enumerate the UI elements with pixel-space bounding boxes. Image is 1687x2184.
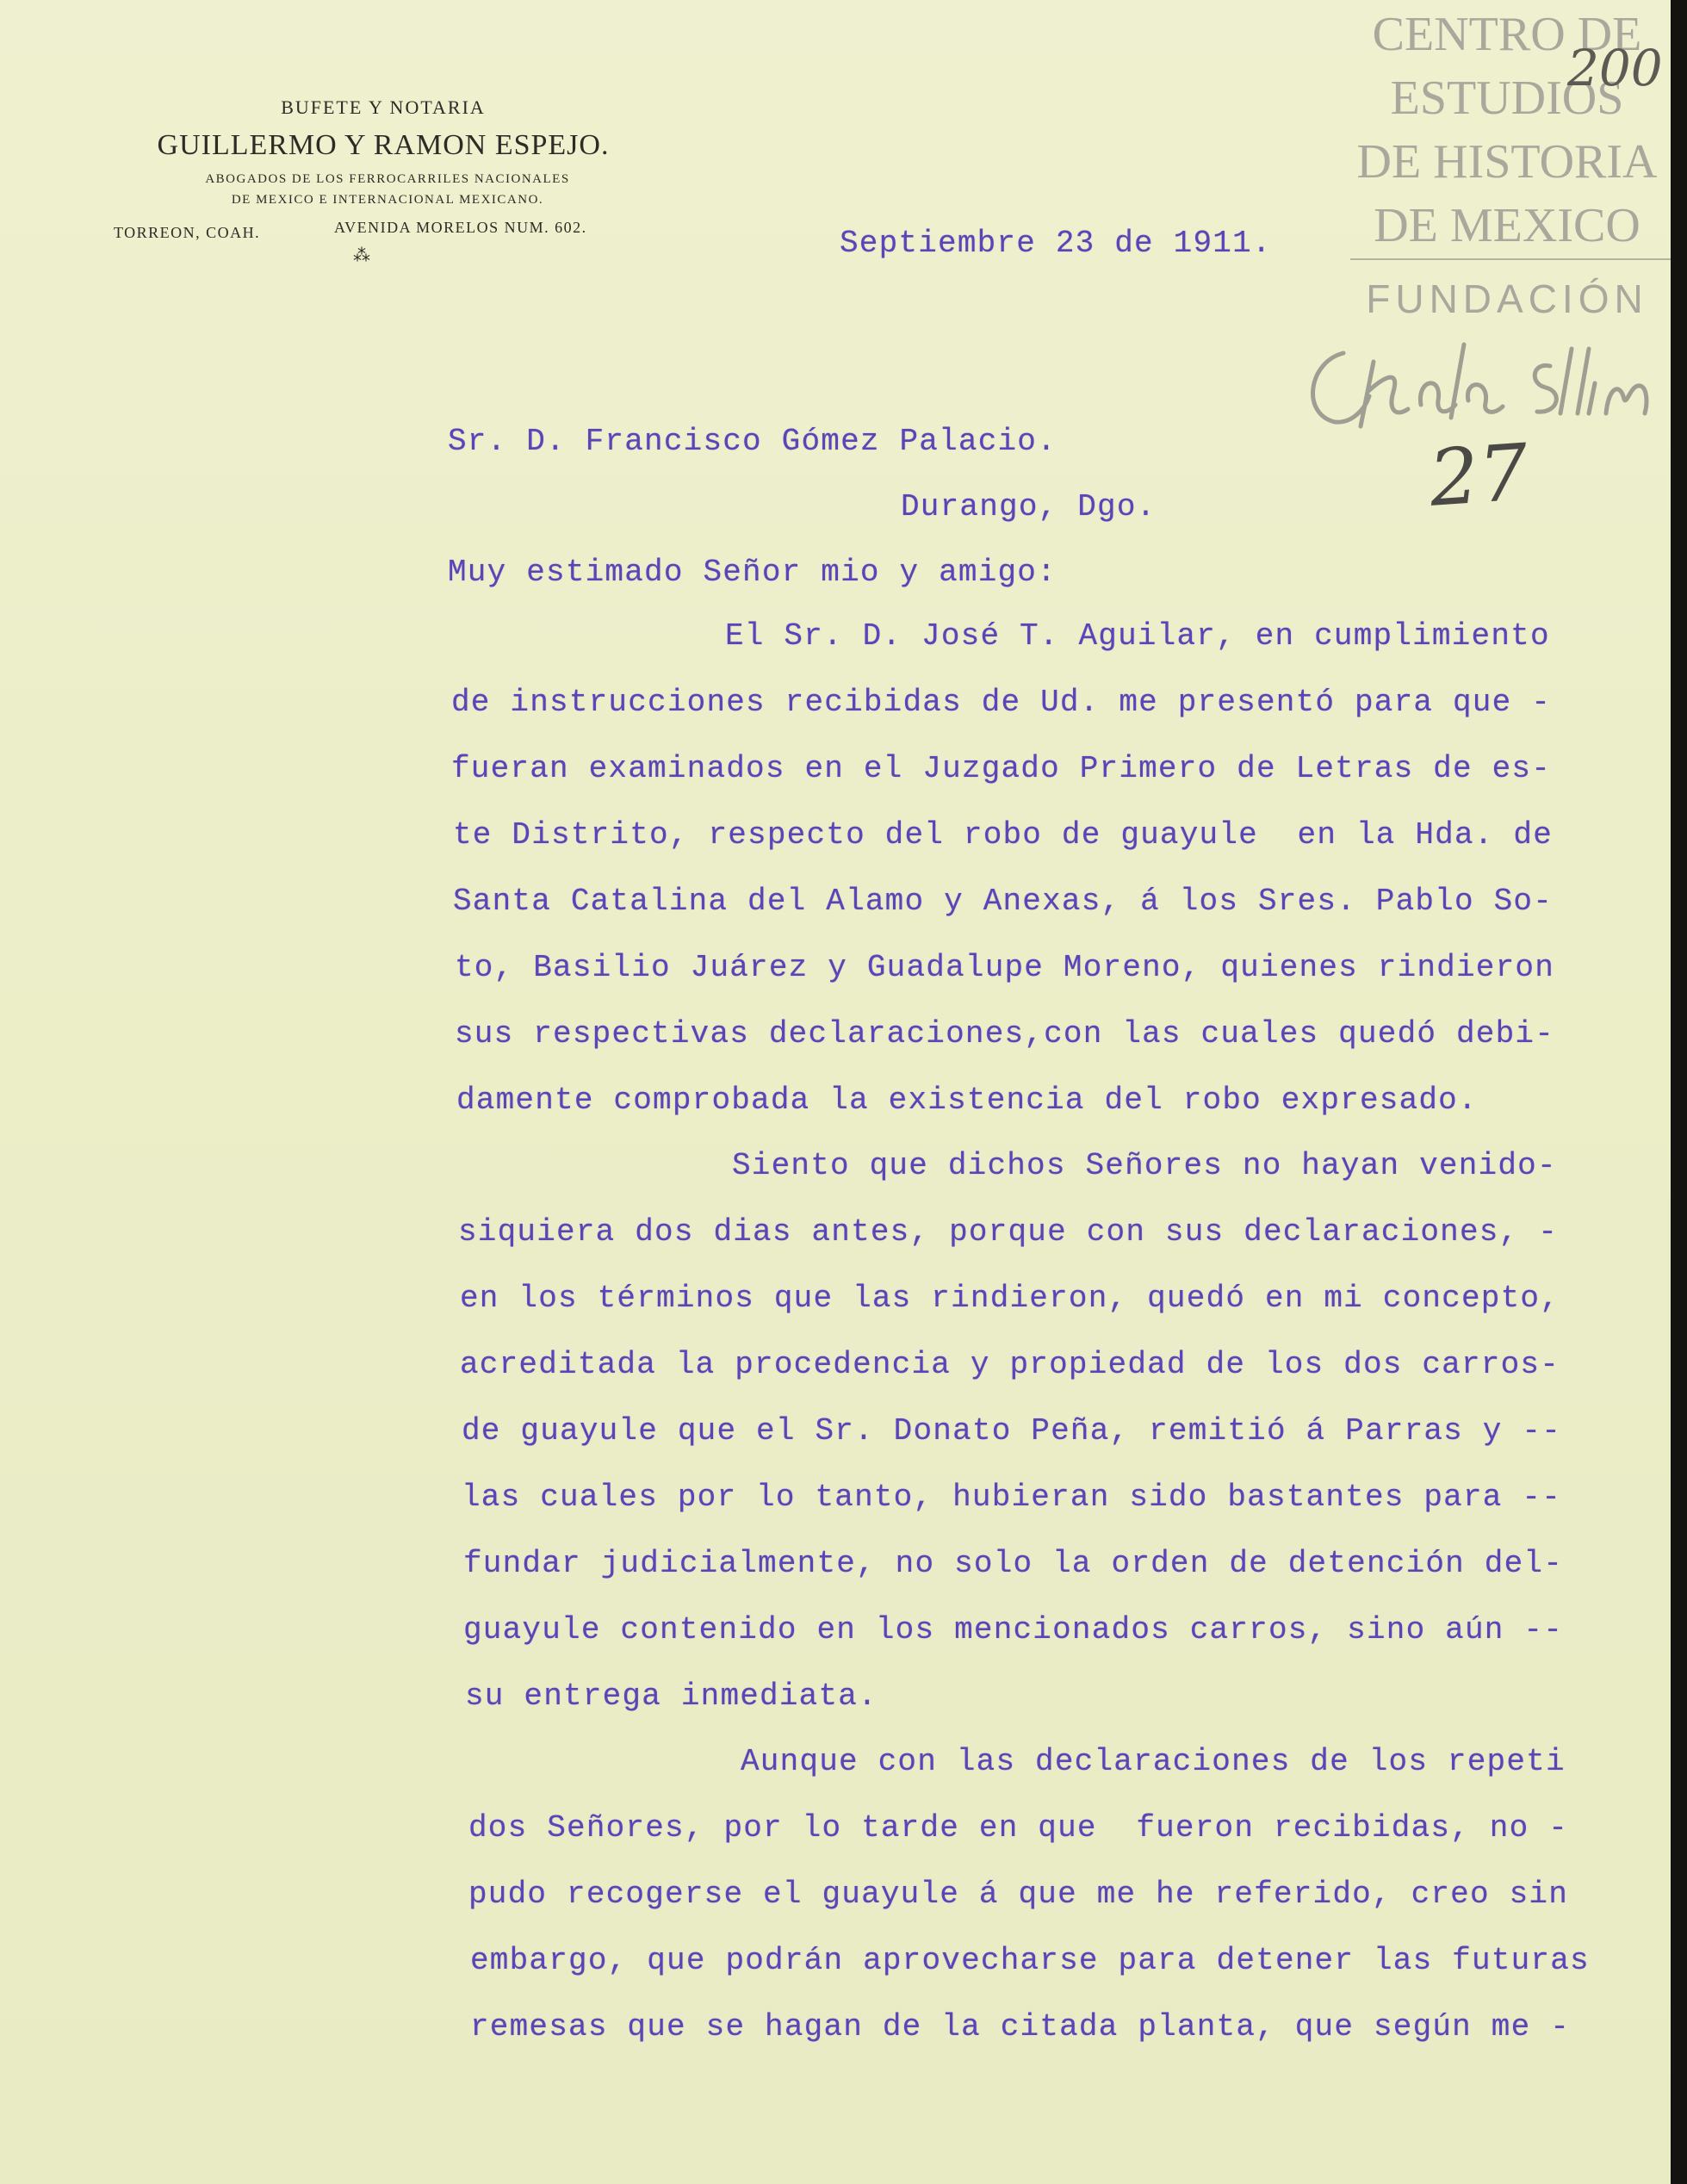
letterhead-office: BUFETE Y NOTARIA [281, 96, 486, 118]
letter-line: de guayule que el Sr. Donato Peña, remitió á Parras y -- [462, 1413, 1561, 1449]
pencil-folio-number: 27 [1426, 427, 1532, 524]
letter-line: de instrucciones recibidas de Ud. me presentó para que - [451, 685, 1551, 720]
letter-recipient-city: Durango, Dgo. [901, 489, 1157, 524]
letterhead-subtitle-1: ABOGADOS DE LOS FERROCARRILES NACIONALES [205, 172, 570, 186]
letter-line: te Distrito, respecto del robo de guayule en la Hda. de [453, 817, 1553, 853]
archive-stamp-foundation: FUNDACIÓN [1366, 276, 1648, 321]
letter-line: fueran examinados en el Juzgado Primero de Letras de es- [451, 751, 1551, 786]
archive-stamp-line: ESTUDIOS [1390, 71, 1624, 125]
letter-line: damente comprobada la existencia del robo expresado. [456, 1083, 1478, 1118]
letter-line: en los términos que las rindieron, quedó en mi concepto, [460, 1281, 1560, 1316]
letter-line: las cuales por lo tanto, hubieran sido bastantes para -- [462, 1480, 1561, 1515]
letter-line: fundar judicialmente, no solo la orden de detención del- [463, 1546, 1563, 1581]
scan-border [1671, 0, 1687, 2184]
letterhead-address: AVENIDA MORELOS NUM. 602. [334, 219, 587, 236]
letter-recipient: Sr. D. Francisco Gómez Palacio. [448, 424, 1057, 459]
archive-stamp-line: CENTRO DE [1372, 8, 1642, 61]
pencil-page-number: 200 [1567, 39, 1663, 97]
letter-line: acreditada la procedencia y propiedad de los dos carros- [460, 1347, 1560, 1382]
letter-line: dos Señores, por lo tarde en que fueron recibidas, no - [468, 1810, 1568, 1846]
letter-salutation: Muy estimado Señor mio y amigo: [448, 555, 1057, 590]
letter-line: sus respectivas declaraciones,con las cuales quedó debi- [455, 1016, 1554, 1052]
letter-line: Siento que dichos Señores no hayan venido- [732, 1148, 1557, 1183]
letterhead-city: TORREON, COAH. [114, 224, 261, 241]
archive-stamp-line: DE HISTORIA [1356, 135, 1658, 189]
letter-line: su entrega inmediata. [465, 1678, 878, 1714]
letter-line: to, Basilio Juárez y Guadalupe Moreno, quienes rindieron [455, 950, 1554, 985]
letter-line: guayule contenido en los mencionados carros, sino aún -- [463, 1612, 1563, 1647]
letterhead-subtitle-2: DE MEXICO E INTERNACIONAL MEXICANO. [231, 193, 544, 207]
letter-line: El Sr. D. José T. Aguilar, en cumplimiento [725, 618, 1550, 654]
archive-stamp-divider [1350, 258, 1671, 260]
archive-stamp-line: DE MEXICO [1374, 199, 1640, 252]
letterhead-firm-name: GUILLERMO Y RAMON ESPEJO. [157, 129, 610, 161]
letter-line: remesas que se hagan de la citada planta, que según me - [470, 2009, 1570, 2044]
letter-line: pudo recogerse el guayule á que me he referido, creo sin [468, 1877, 1568, 1912]
letter-line: siquiera dos dias antes, porque con sus declaraciones, - [458, 1214, 1558, 1250]
letter-line: Aunque con las declaraciones de los repeti [741, 1744, 1566, 1779]
letter-line: Santa Catalina del Alamo y Anexas, á los Sres. Pablo So- [453, 884, 1553, 919]
letter-line: embargo, que podrán aprovecharse para detener las futuras [470, 1943, 1590, 1978]
letter-date: Septiembre 23 de 1911. [840, 226, 1272, 261]
letterhead-ornament-icon: ⁂ [353, 246, 370, 265]
